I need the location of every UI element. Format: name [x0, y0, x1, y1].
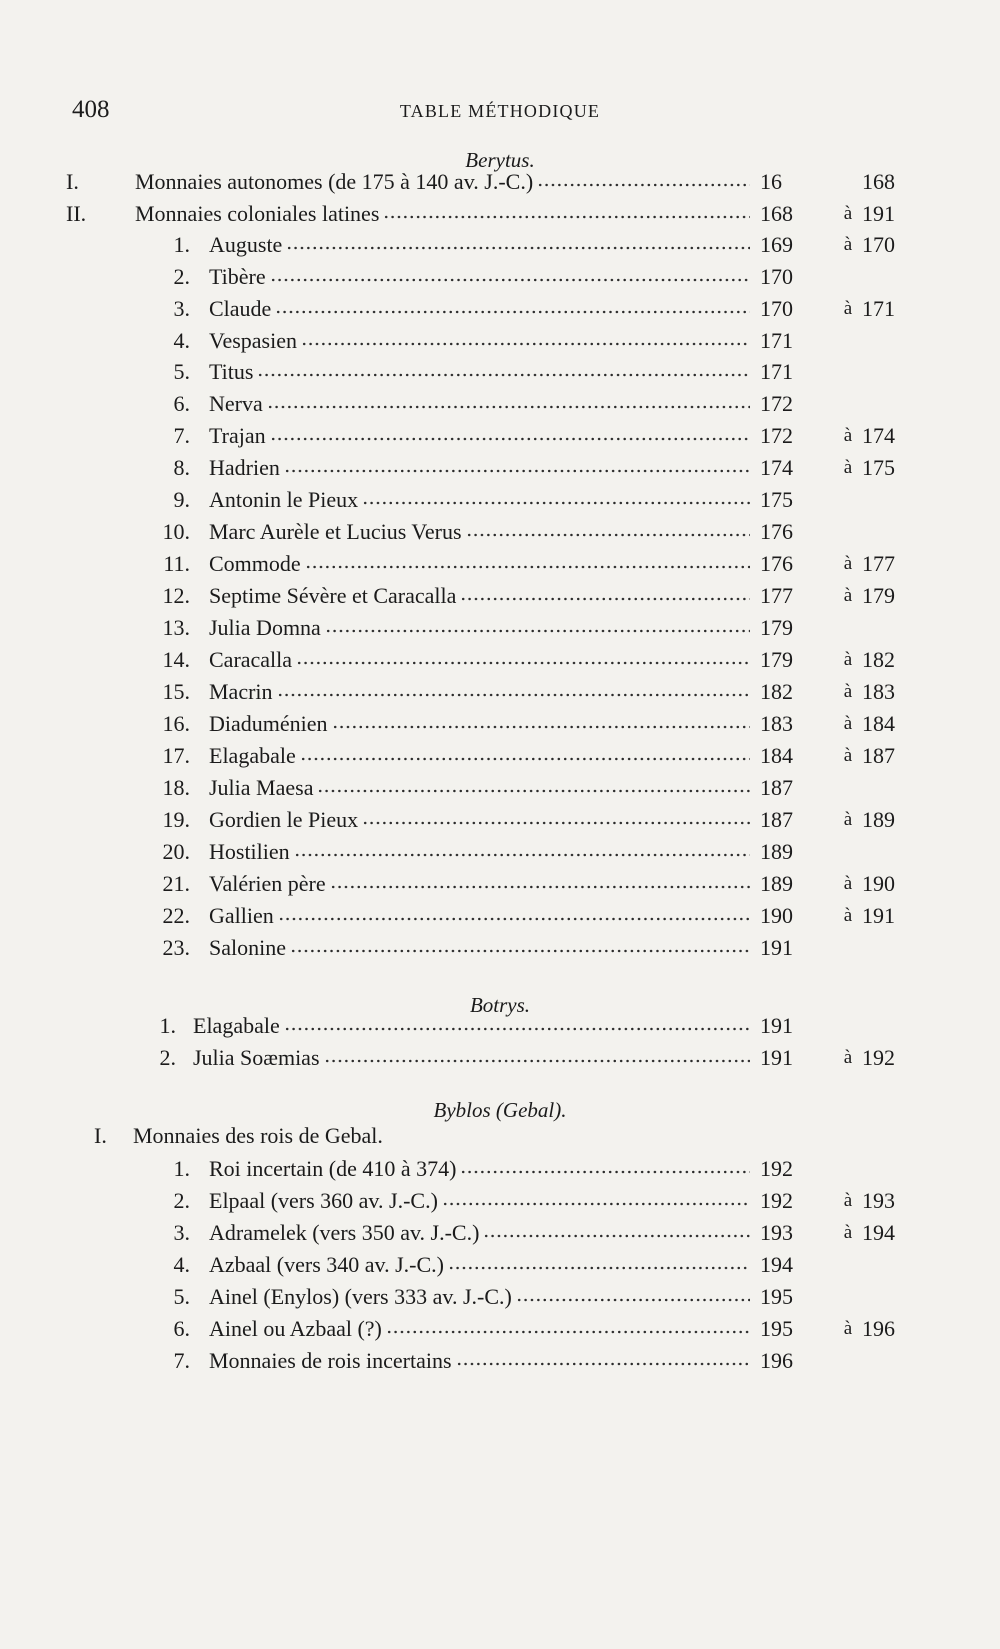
page-range-separator: à: [843, 713, 853, 734]
entry-label: Titus: [209, 359, 254, 384]
entry-number: 6.: [173, 1316, 190, 1341]
toc-entry: [0, 932, 1000, 964]
dot-leader: [294, 851, 750, 859]
entry-number: 4.: [173, 328, 190, 353]
dot-leader: [325, 627, 750, 635]
dot-leader: [386, 1328, 750, 1336]
page-start: 191: [760, 935, 793, 960]
entry-number: 2.: [173, 1188, 190, 1213]
page-range-separator: à: [843, 203, 853, 224]
page-range-separator: à: [843, 681, 853, 702]
page-start: 172: [760, 391, 793, 416]
page-start: 195: [760, 1316, 793, 1341]
page-start: 192: [760, 1156, 793, 1181]
entry-number: I.: [66, 169, 79, 194]
toc-entry: [0, 1217, 1000, 1249]
page-start: 189: [760, 839, 793, 864]
page-end: 193: [862, 1188, 895, 1213]
page-start: 171: [760, 359, 793, 384]
entry-label: Elagabale: [193, 1013, 280, 1038]
dot-leader: [483, 1232, 750, 1240]
entry-number: 4.: [173, 1252, 190, 1277]
entry-label: Julia Soæmias: [193, 1045, 320, 1070]
page-end: 168: [862, 169, 895, 194]
entry-number: 9.: [173, 487, 190, 512]
entry-label: Caracalla: [209, 647, 293, 672]
running-title: TABLE MÉTHODIQUE: [399, 101, 601, 121]
toc-entry: [0, 804, 1000, 836]
entry-label: Monnaies coloniales latines: [135, 201, 380, 226]
entry-label: Claude: [209, 296, 272, 321]
page-start: 179: [760, 647, 793, 672]
toc-entry: [0, 1313, 1000, 1345]
entry-label: Hadrien: [209, 455, 280, 480]
page-number: 408: [72, 96, 110, 123]
entry-number: 6.: [173, 391, 190, 416]
toc-entry: [0, 644, 1000, 676]
entry-label: Roi incertain (de 410 à 374): [209, 1156, 457, 1181]
dot-leader: [383, 213, 750, 221]
dot-leader: [537, 181, 750, 189]
page-end: 191: [862, 903, 895, 928]
entry-label: Tibère: [209, 264, 266, 289]
entry-number: 8.: [173, 455, 190, 480]
page-end: 196: [862, 1316, 895, 1341]
toc-entry: [0, 293, 1000, 325]
dot-leader: [270, 276, 750, 284]
page-start: 196: [760, 1348, 793, 1373]
entry-label: Marc Aurèle et Lucius Verus: [209, 519, 462, 544]
dot-leader: [362, 499, 750, 507]
page-range-separator: à: [843, 425, 853, 446]
dot-leader: [460, 595, 750, 603]
page-start: 191: [760, 1045, 793, 1070]
page-start: 175: [760, 487, 793, 512]
entry-label: Elpaal (vers 360 av. J.-C.): [209, 1188, 438, 1213]
toc-entry: [0, 420, 1000, 452]
page-end: 184: [862, 711, 895, 736]
entry-number: 3.: [173, 296, 190, 321]
toc-entry: [0, 261, 1000, 293]
dot-leader: [448, 1264, 750, 1272]
section-heading-berytus: Berytus.: [465, 148, 535, 172]
entry-number: 1.: [173, 232, 190, 257]
page-start: 176: [760, 519, 793, 544]
page-start: 172: [760, 423, 793, 448]
dot-leader: [267, 403, 750, 411]
page-end: 182: [862, 647, 895, 672]
dot-leader: [516, 1296, 750, 1304]
entry-number: 10.: [162, 519, 190, 544]
entry-label: Ainel ou Azbaal (?): [209, 1316, 382, 1341]
page-range-separator: à: [843, 553, 853, 574]
entry-number: 23.: [162, 935, 190, 960]
page-end: 190: [862, 871, 895, 896]
toc-entry: [0, 1281, 1000, 1313]
entry-number: 16.: [162, 711, 190, 736]
page-start: 179: [760, 615, 793, 640]
page-start: 183: [760, 711, 793, 736]
toc-entry: [0, 740, 1000, 772]
toc-entry: [0, 1120, 1000, 1152]
entry-number: 11.: [163, 551, 190, 576]
page-start: 187: [760, 807, 793, 832]
toc-entry: [0, 388, 1000, 420]
dot-leader: [278, 915, 750, 923]
entry-label: Monnaies de rois incertains: [209, 1348, 452, 1373]
toc-entry: [0, 516, 1000, 548]
toc-entry: [0, 325, 1000, 357]
entry-number: 13.: [162, 615, 190, 640]
toc-entry: [0, 548, 1000, 580]
page-start: 170: [760, 296, 793, 321]
entry-label: Azbaal (vers 340 av. J.-C.): [209, 1252, 444, 1277]
entry-number: 18.: [162, 775, 190, 800]
entry-number: 3.: [173, 1220, 190, 1245]
dot-leader: [257, 371, 750, 379]
entry-label: Vespasien: [209, 328, 297, 353]
dot-leader: [290, 947, 750, 955]
page-range-separator: à: [843, 298, 853, 319]
page-range-separator: à: [843, 585, 853, 606]
entry-label: Nerva: [209, 391, 263, 416]
toc-entry: [0, 1249, 1000, 1281]
entry-label: Gallien: [209, 903, 274, 928]
dot-leader: [362, 819, 750, 827]
page-start: 170: [760, 264, 793, 289]
entry-number: 22.: [162, 903, 190, 928]
page-range-separator: à: [843, 1190, 853, 1211]
entry-number: II.: [66, 201, 87, 226]
page-end: 183: [862, 679, 895, 704]
page-start: 169: [760, 232, 793, 257]
toc-entry: [0, 1042, 1000, 1074]
dot-leader: [270, 435, 750, 443]
entry-label: Valérien père: [209, 871, 326, 896]
page-start: 193: [760, 1220, 793, 1245]
dot-leader: [317, 787, 750, 795]
entry-number: 7.: [173, 423, 190, 448]
page-range-separator: à: [843, 745, 853, 766]
entry-number: 17.: [162, 743, 190, 768]
entry-label: Diaduménien: [209, 711, 328, 736]
entry-label: Macrin: [209, 679, 273, 704]
toc-entry: [0, 1185, 1000, 1217]
entry-number: 1.: [159, 1013, 176, 1038]
dot-leader: [442, 1200, 750, 1208]
entry-number: 12.: [162, 583, 190, 608]
entry-label: Commode: [209, 551, 301, 576]
page-range-separator: à: [843, 1318, 853, 1339]
toc-entry: [0, 1153, 1000, 1185]
toc-entry: [0, 772, 1000, 804]
entry-label: Julia Domna: [209, 615, 321, 640]
entry-number: 19.: [162, 807, 190, 832]
page-end: 192: [862, 1045, 895, 1070]
dot-leader: [284, 1025, 750, 1033]
page-start: 16: [760, 169, 782, 194]
toc-entry: [0, 708, 1000, 740]
dot-leader: [460, 1168, 750, 1176]
toc-entry: [0, 868, 1000, 900]
entry-label: Auguste: [209, 232, 283, 257]
dot-leader: [330, 883, 750, 891]
entry-number: 5.: [173, 359, 190, 384]
dot-leader: [332, 723, 750, 731]
toc-entry: [0, 198, 1000, 230]
page-range-separator: à: [843, 809, 853, 830]
toc-entry: [0, 900, 1000, 932]
toc-entry: [0, 612, 1000, 644]
toc-entry: [0, 484, 1000, 516]
dot-leader: [296, 659, 750, 667]
page-start: 190: [760, 903, 793, 928]
entry-label: Septime Sévère et Caracalla: [209, 583, 457, 608]
page-range-separator: à: [843, 234, 853, 255]
page-end: 171: [862, 296, 895, 321]
dot-leader: [284, 467, 750, 475]
page-end: 191: [862, 201, 895, 226]
entry-label: Monnaies des rois de Gebal.: [133, 1123, 383, 1148]
section-heading-botrys: Botrys.: [469, 993, 531, 1017]
page-end: 174: [862, 423, 895, 448]
toc-entry: [0, 229, 1000, 261]
page-start: 191: [760, 1013, 793, 1038]
page-range-separator: à: [843, 1047, 853, 1068]
dot-leader: [300, 755, 750, 763]
entry-number: 15.: [162, 679, 190, 704]
toc-entry: [0, 356, 1000, 388]
page-start: 189: [760, 871, 793, 896]
entry-number: 21.: [162, 871, 190, 896]
page-end: 194: [862, 1220, 895, 1245]
entry-label: Julia Maesa: [209, 775, 314, 800]
entry-number: 5.: [173, 1284, 190, 1309]
page-range-separator: à: [843, 1222, 853, 1243]
page-start: 177: [760, 583, 793, 608]
dot-leader: [324, 1057, 750, 1065]
page-start: 174: [760, 455, 793, 480]
entry-label: Monnaies autonomes (de 175 à 140 av. J.-C.): [135, 169, 534, 194]
toc-entry: [0, 1345, 1000, 1377]
page-end: 179: [862, 583, 895, 608]
entry-label: Elagabale: [209, 743, 296, 768]
section-heading-byblos: Byblos (Gebal).: [433, 1098, 567, 1122]
entry-number: 14.: [162, 647, 190, 672]
dot-leader: [466, 531, 750, 539]
page-start: 176: [760, 551, 793, 576]
page-range-separator: à: [843, 649, 853, 670]
page-end: 189: [862, 807, 895, 832]
page-start: 184: [760, 743, 793, 768]
page-start: 182: [760, 679, 793, 704]
toc-entry: [0, 580, 1000, 612]
entry-number: 7.: [173, 1348, 190, 1373]
dot-leader: [305, 563, 750, 571]
toc-entry: [0, 166, 1000, 198]
entry-label: Adramelek (vers 350 av. J.-C.): [209, 1220, 480, 1245]
toc-entry: [0, 676, 1000, 708]
page-end: 187: [862, 743, 895, 768]
dot-leader: [275, 308, 750, 316]
entry-label: Hostilien: [209, 839, 290, 864]
page-range-separator: à: [843, 873, 853, 894]
page-end: 170: [862, 232, 895, 257]
page-start: 187: [760, 775, 793, 800]
page-end: 177: [862, 551, 895, 576]
page-range-separator: à: [843, 457, 853, 478]
dot-leader: [277, 691, 750, 699]
page-end: 175: [862, 455, 895, 480]
page-start: 168: [760, 201, 793, 226]
page-start: 194: [760, 1252, 793, 1277]
entry-label: Salonine: [209, 935, 286, 960]
entry-label: Antonin le Pieux: [209, 487, 359, 512]
entry-label: Gordien le Pieux: [209, 807, 359, 832]
toc-entry: [0, 452, 1000, 484]
toc-entry: [0, 1010, 1000, 1042]
entry-number: 2.: [159, 1045, 176, 1070]
entry-number: 1.: [173, 1156, 190, 1181]
page-start: 192: [760, 1188, 793, 1213]
entry-number: 20.: [162, 839, 190, 864]
entry-number: 2.: [173, 264, 190, 289]
toc-entry: [0, 836, 1000, 868]
dot-leader: [286, 244, 750, 252]
entry-label: Trajan: [209, 423, 266, 448]
entry-number: I.: [94, 1123, 107, 1148]
page-start: 171: [760, 328, 793, 353]
page-range-separator: à: [843, 905, 853, 926]
entry-label: Ainel (Enylos) (vers 333 av. J.-C.): [209, 1284, 512, 1309]
dot-leader: [301, 340, 750, 348]
dot-leader: [456, 1360, 750, 1368]
page-start: 195: [760, 1284, 793, 1309]
